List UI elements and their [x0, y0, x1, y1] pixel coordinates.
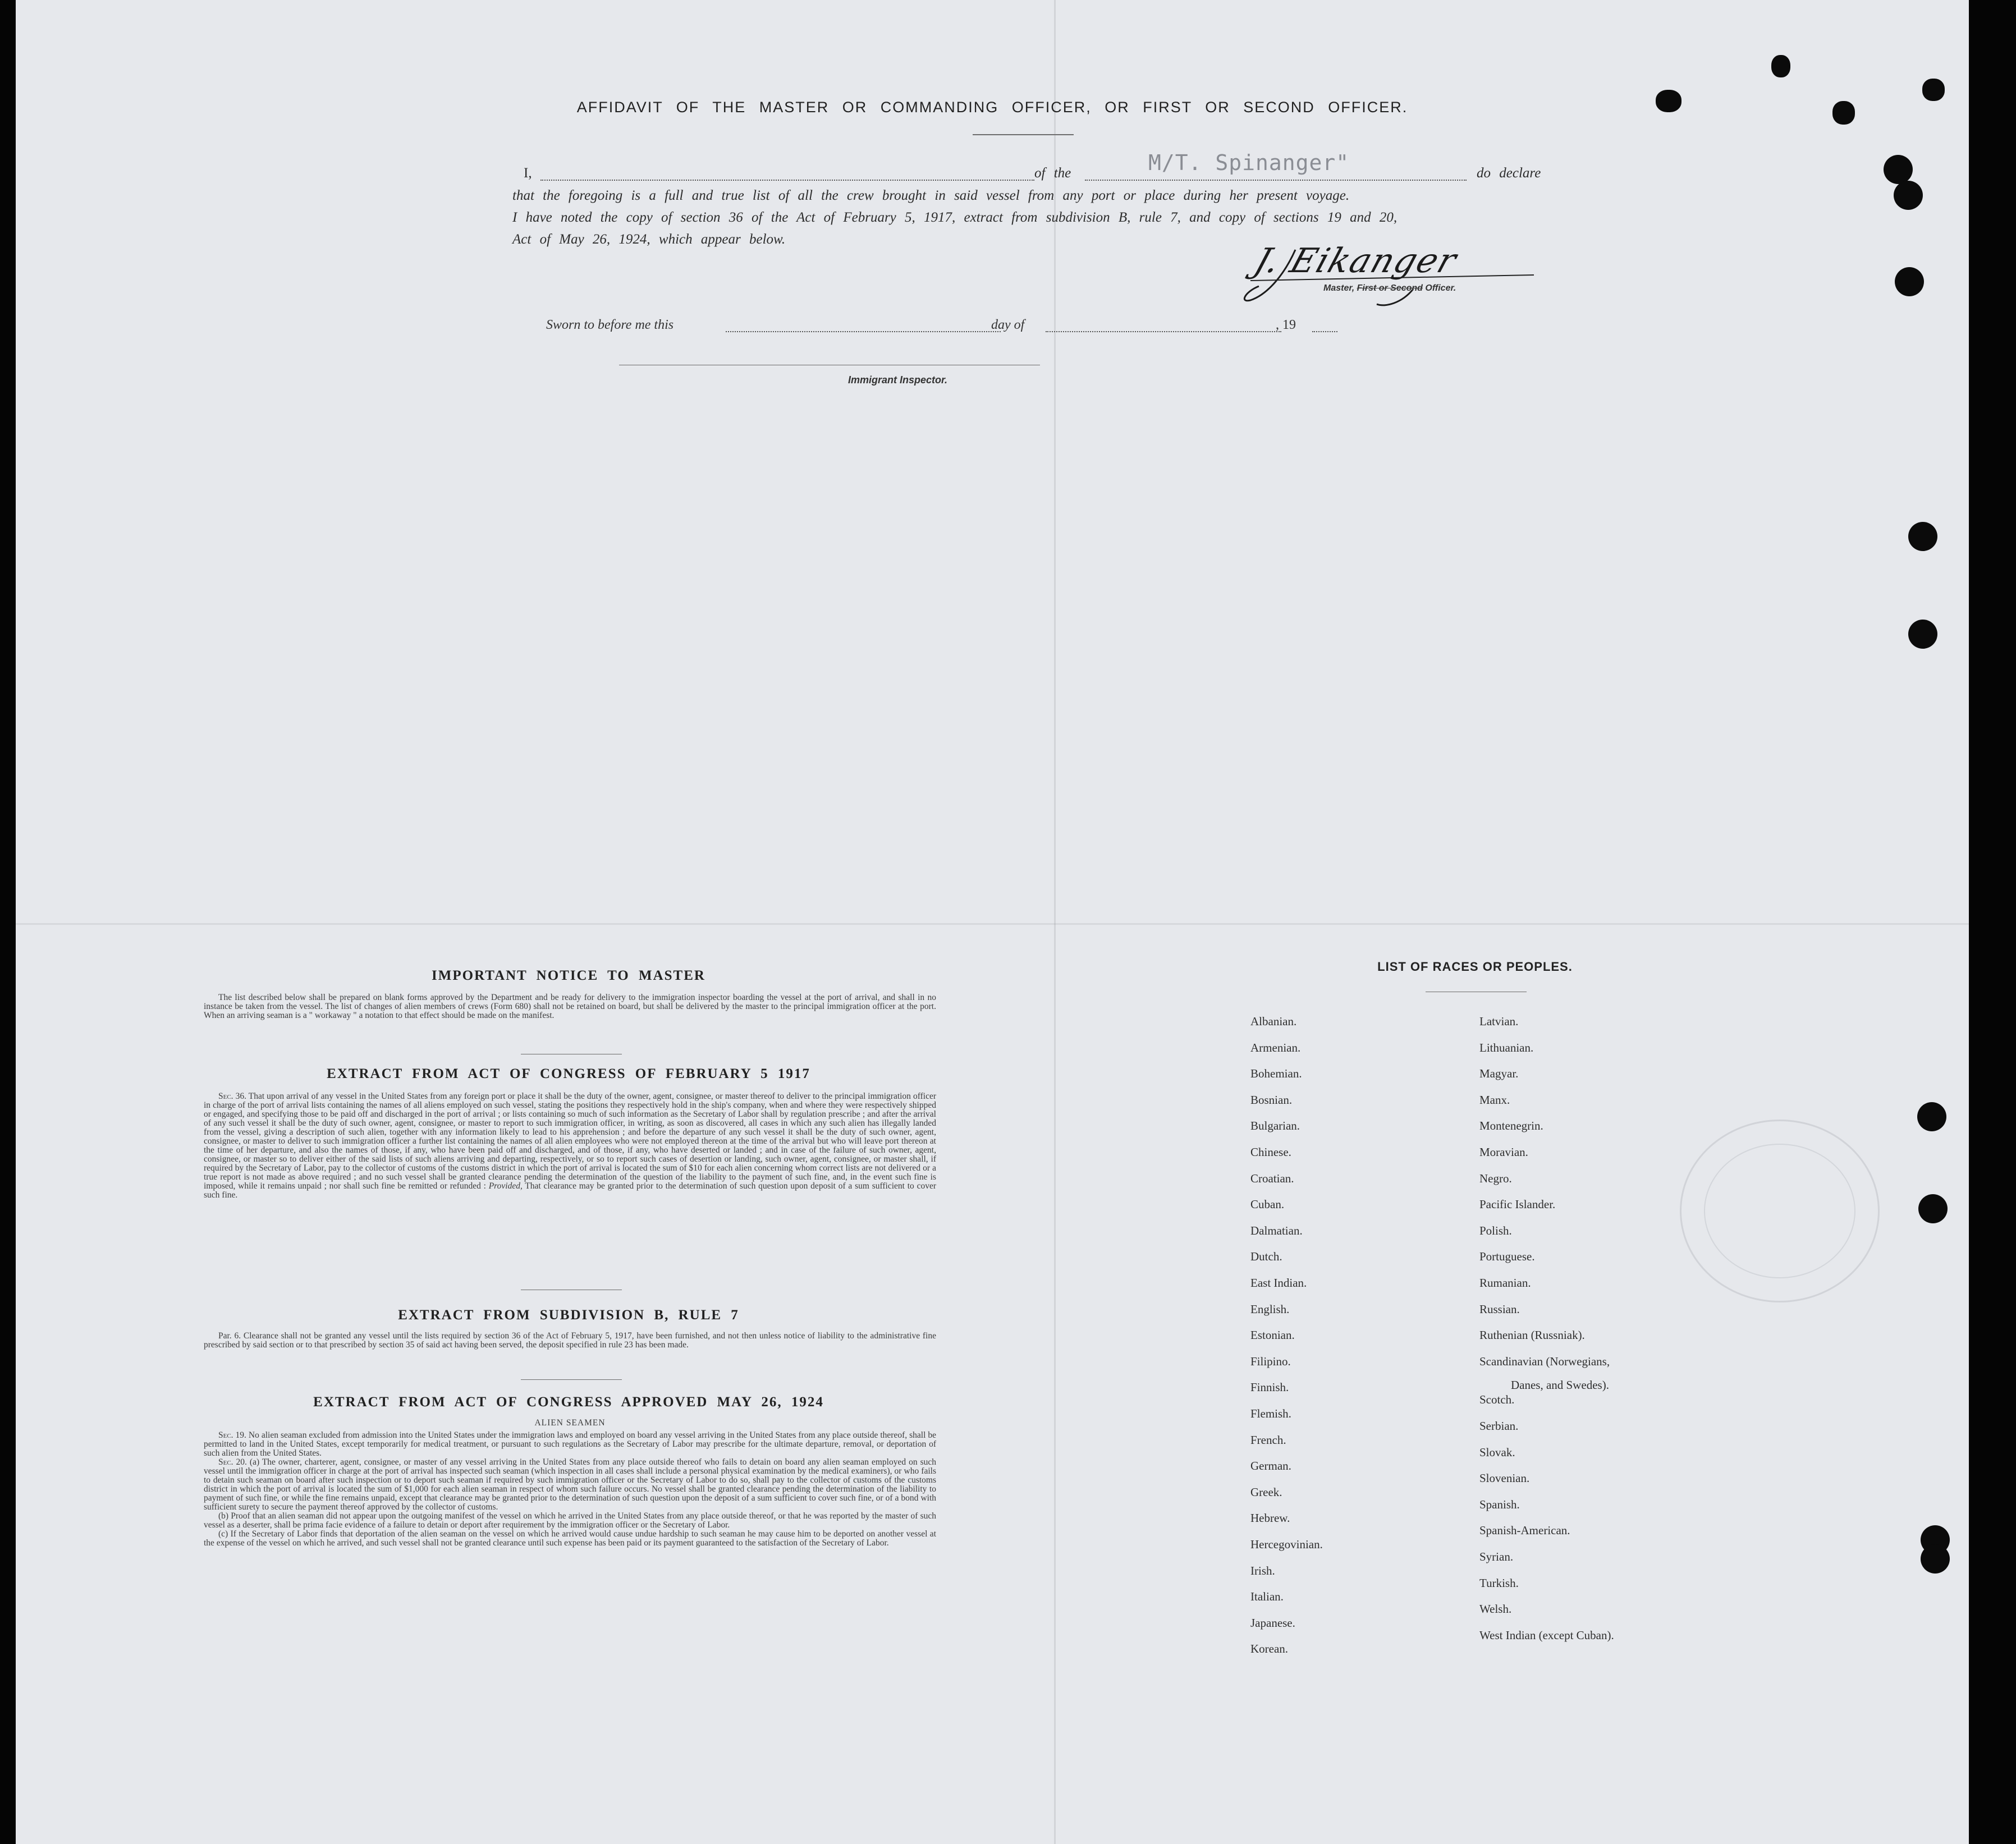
race-list-item: Lithuanian.: [1479, 1040, 1534, 1054]
race-list-item: Syrian.: [1479, 1550, 1514, 1563]
race-list-item: Irish.: [1250, 1563, 1275, 1577]
race-list-item: Dalmatian.: [1250, 1223, 1303, 1237]
race-list-item: Dutch.: [1250, 1250, 1282, 1264]
race-list-item: Finnish.: [1250, 1380, 1289, 1395]
race-list-item: Bosnian.: [1250, 1093, 1293, 1107]
race-list-item: German.: [1250, 1459, 1291, 1473]
race-list-item: Russian.: [1479, 1302, 1520, 1316]
race-list-item: Hebrew.: [1250, 1511, 1290, 1525]
race-list-item: Estonian.: [1250, 1328, 1295, 1342]
title-divider: [973, 134, 1074, 135]
race-list-item: Magyar.: [1479, 1067, 1519, 1081]
race-list-item: Polish.: [1479, 1223, 1512, 1237]
race-list-item: Hercegovinian.: [1250, 1538, 1323, 1551]
race-list-item: Pacific Islander.: [1479, 1198, 1556, 1212]
race-list-item: Scotch.: [1479, 1393, 1515, 1407]
document-page: [16, 0, 1969, 1844]
section-divider: [521, 1379, 622, 1380]
punch-hole: [1884, 155, 1913, 184]
extract-1924-body: Sec. 19. No alien seaman excluded from admission into the United States under the immigration laws and employed on board any vessel arriving in the United States from any place outside thereof, shall be permitted to land in the United States, except temporarily for medical treatment, or pursuant to such regulations as the Secretary of Labor may prescribe for the ultimate departure, removal, or deportation of such alien from the United States. Sec. 20. (a) The owner, charterer, agent, consignee, or master of any vessel arriving in the United States from any place outside thereof who fails to detain on board any alien seaman employed on such vessel until the immigration officer in charge at the port of arrival has inspected such seaman (which inspection in all cases shall include a personal physical examination by the medical examiners), or who fails to detain such seaman on board after such inspection or to deport such seaman if required by such immigration officer or the Secretary of Labor to do so, shall pay to the collector of customs of the customs district in which the port of arrival is located the sum of $1,000 for each alien seaman in respect of whom such failure occurs. No vessel shall be granted clearance pending the determination of the liability to payment of such fine, or while the fine remains unpaid, except that clearance may be granted prior to the determination of such question upon the deposit of a sum sufficient to cover such fine, or of a bond with sufficient surety to secure the payment thereof approved by the collector of customs. (b) Proof that an alien seaman did not appear upon the outgoing manifest of the vessel on which he arrived in the United States from any place outside thereof, or that he was reported by the master of such vessel as a deserter, shall be prima facie evidence of a failure to detain or deport after requirement by the immigration officer or the Secretary of Labor. (c) If the Secretary of Labor finds that deportation of the alien seaman on the vessel on which he arrived would cause undue hardship to such seaman he may cause him to be deported on another vessel at the expense of the vessel on which he arrived, and such vessel shall not be granted clearance until such expense has been paid or its payment guaranteed to the satisfaction of the Secretary of Labor.: [204, 1430, 937, 1548]
day-of-text: day of: [991, 318, 1025, 332]
notice-heading: IMPORTANT NOTICE TO MASTER: [432, 968, 705, 983]
race-list-item: Manx.: [1479, 1093, 1510, 1107]
race-list-item: Chinese.: [1250, 1145, 1291, 1159]
extract-rule7-body: Par. 6. Clearance shall not be granted any vessel until the lists required by section 36 of the Act of February 5, 1917, have been furnished, and not then unless notice of liability to the administrative fine prescribed by said section or to that prescribed by section 35 of said act having been served, the deposit specified in rule 23 has been made.: [204, 1331, 936, 1350]
sworn-month-blank: [1046, 331, 1281, 332]
name-blank-line: [540, 180, 1034, 181]
vessel-name-stamp: M/T. Spinanger": [1148, 150, 1350, 175]
race-list-item: Turkish.: [1479, 1576, 1519, 1590]
race-list-item: Spanish-American.: [1479, 1524, 1570, 1538]
race-list-item: Moravian.: [1479, 1145, 1528, 1159]
affidavit-title: AFFIDAVIT OF THE MASTER OR COMMANDING OFFICER, OR FIRST OR SECOND OFFICER.: [576, 99, 1408, 116]
year-blank: [1312, 331, 1337, 332]
punch-hole: [1918, 1194, 1948, 1223]
punch-hole: [1921, 1544, 1950, 1574]
fold-crease-vertical: [1054, 0, 1056, 1844]
declaration-i: I,: [524, 166, 532, 181]
notice-body: The list described below shall be prepared on blank forms approved by the Department and be ready for delivery to the immigration inspector boarding the vessel at the port of arrival, and shall in no instance be taken from the vessel. The list of changes of alien members of crews (Form 680) shall not be retained on board, but shall be delivered by the master to the principal immigration officer at the port. When an arriving seaman is a " workaway " a notation to that effect should be made on the manifest.: [204, 993, 936, 1020]
sworn-text: Sworn to before me this: [546, 318, 674, 332]
master-signature: J. Eikanger: [1249, 241, 1463, 281]
race-list-item: Korean.: [1250, 1642, 1289, 1656]
race-list-item: Albanian.: [1250, 1015, 1297, 1028]
extract-1924-heading: EXTRACT FROM ACT OF CONGRESS APPROVED MAY 26, 1924: [313, 1395, 824, 1410]
race-list-item: English.: [1250, 1302, 1290, 1316]
race-list-item: Portuguese.: [1479, 1250, 1535, 1264]
race-list-item: Spanish.: [1479, 1497, 1520, 1511]
punch-hole: [1908, 522, 1937, 551]
race-list-item: Negro.: [1479, 1171, 1512, 1185]
race-list-item: Slovenian.: [1479, 1471, 1530, 1485]
extract-1924-subheading: ALIEN SEAMEN: [534, 1418, 606, 1428]
extract-rule7-heading: EXTRACT FROM SUBDIVISION B, RULE 7: [398, 1308, 739, 1323]
race-list-item: Bulgarian.: [1250, 1119, 1300, 1133]
race-list-item: French.: [1250, 1433, 1286, 1447]
race-list-item: Ruthenian (Russniak).: [1479, 1328, 1585, 1342]
vessel-blank-line: [1085, 180, 1467, 181]
race-list-item: East Indian.: [1250, 1276, 1307, 1290]
race-list-item-continuation: Danes, and Swedes).: [1511, 1378, 1609, 1392]
declaration-of-the: of the: [1034, 166, 1071, 181]
ink-blot: [1771, 55, 1790, 77]
race-list-item: Welsh.: [1479, 1602, 1512, 1616]
extract-1917-body: Sec. 36. That upon arrival of any vessel in the United States from any foreign port or place it shall be the duty of the owner, agent, consignee, or master thereof to deliver to the principal immigration officer in charge of the port of arrival lists containing the names of all aliens employed on such vessel, stating the positions they respectively hold in the ship's company, when and where they were respectively shipped or engaged, and specifying those to be paid off and discharged in the port of arrival ; or lists containing so much of such information as the Secretary of Labor shall by regulation prescribe ; and after the arrival of any such vessel it shall be the duty of such owner, agent, consignee, or master to report to such immigration officer, in writing, as soon as discovered, all cases in which any such alien has illegally landed from the vessel, giving a description of such alien, together with any information likely to lead to his apprehension ; and before the departure of any such vessel it shall be the duty of such owner, agent, consignee, or master to deliver to such immigration officer a further list containing the names of all alien employees who were not employed thereon at the time of the arrival but who will leave port thereon at the time of her departure, and also the names of those, if any, who have been paid off and discharged, and of those, if any, who have deserted or landed ; and in case of the failure of such owner, agent, consignee, or master so to deliver either of the said lists of such aliens arriving and departing, respectively, or so to report such cases of desertion or landing, such owner, agent, consignee, or master shall, if required by the Secretary of Labor, pay to the collector of customs of the customs district in which the port of arrival is located the sum of $10 for each alien concerning whom correct lists are not delivered or a true report is not made as above required ; and no such vessel shall be granted clearance pending the determination of the question of the liability to the payment of such fine, and, in the event such fine is imposed, while it remains unpaid ; nor shall such fine be remitted or refunded : Provided, That clearance may be granted prior to the determination of such question upon deposit of a sum sufficient to cover such fine.: [204, 1091, 936, 1200]
race-list-item: Cuban.: [1250, 1198, 1285, 1212]
race-list-item: Rumanian.: [1479, 1276, 1531, 1290]
sworn-day-blank: [726, 331, 1001, 332]
race-list-item: Armenian.: [1250, 1040, 1301, 1054]
punch-hole: [1894, 181, 1923, 210]
race-list-item: Slovak.: [1479, 1445, 1515, 1459]
race-list-item: Japanese.: [1250, 1616, 1295, 1630]
inspector-caption: Immigrant Inspector.: [848, 374, 948, 386]
race-list-item: Montenegrin.: [1479, 1119, 1543, 1133]
embossed-seal: [1680, 1120, 1880, 1302]
race-list-item: Serbian.: [1479, 1419, 1519, 1433]
race-list-item: Latvian.: [1479, 1015, 1519, 1028]
race-list-item: Croatian.: [1250, 1171, 1294, 1185]
race-list-item: Scandinavian (Norwegians,: [1479, 1354, 1610, 1368]
race-list-item: West Indian (except Cuban).: [1479, 1628, 1614, 1642]
signature-caption: Master, First or Second Officer.: [1323, 283, 1456, 293]
punch-hole: [1917, 1102, 1946, 1131]
races-list-title: LIST OF RACES OR PEOPLES.: [1377, 960, 1573, 974]
declaration-do-declare: do declare: [1477, 166, 1541, 181]
declaration-line-2: that the foregoing is a full and true list of all the crew brought in said vessel from any port or place during her present voyage.: [512, 188, 1350, 203]
year-text: , 19: [1276, 318, 1296, 332]
race-list-item: Flemish.: [1250, 1407, 1291, 1420]
punch-hole: [1908, 620, 1937, 649]
punch-hole: [1895, 267, 1924, 296]
extract-1917-heading: EXTRACT FROM ACT OF CONGRESS OF FEBRUARY 5 1917: [327, 1066, 810, 1081]
race-list-item: Filipino.: [1250, 1354, 1291, 1368]
fold-crease-horizontal: [16, 923, 1969, 925]
declaration-line-4: Act of May 26, 1924, which appear below.: [512, 232, 786, 247]
race-list-item: Bohemian.: [1250, 1067, 1302, 1081]
race-list-item: Greek.: [1250, 1485, 1282, 1499]
race-list-item: Italian.: [1250, 1590, 1284, 1604]
ink-blot: [1922, 79, 1945, 101]
declaration-line-3: I have noted the copy of section 36 of the Act of February 5, 1917, extract from subdivision B, rule 7, and copy of sections 19 and 20,: [512, 210, 1398, 225]
